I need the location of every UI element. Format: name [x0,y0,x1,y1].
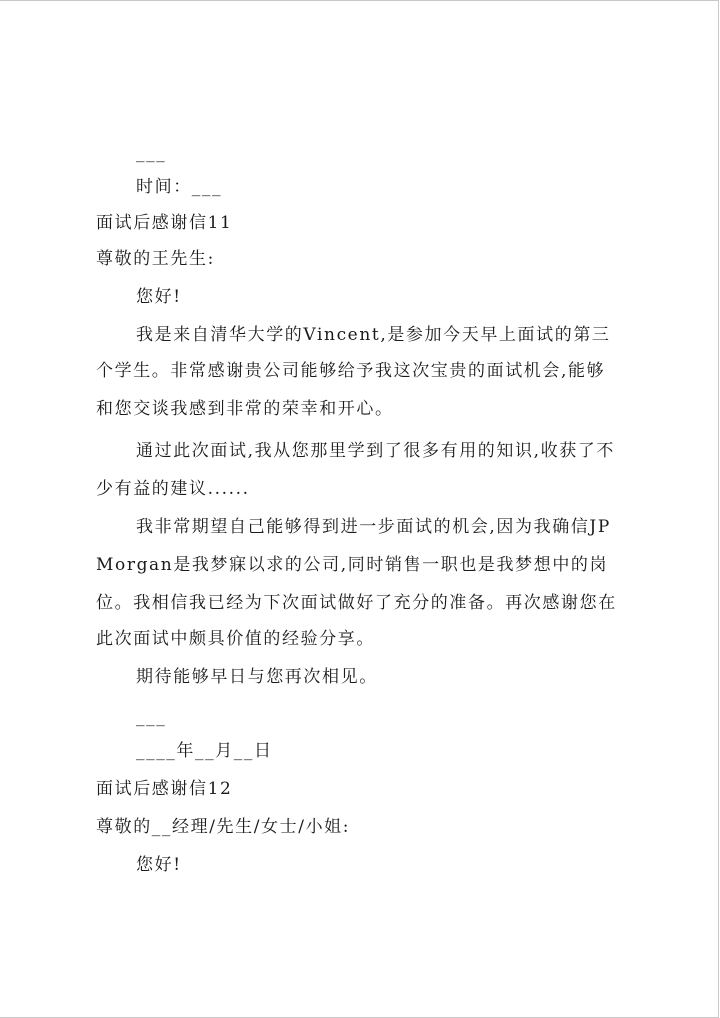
paragraph-1-line-1: 我是来自清华大学的Vincent,是参加今天早上面试的第三 [136,325,611,345]
paragraph-3-line-3: 位。我相信我已经为下次面试做好了充分的准备。再次感谢您在 [96,593,617,613]
paragraph-3-line-2: Morgan是我梦寐以求的公司,同时销售一职也是我梦想中的岗 [96,555,609,575]
letter-12-salutation: 尊敬的__经理/先生/女士/小姐: [96,817,351,837]
letter-11-heading: 面试后感谢信11 [96,213,233,233]
paragraph-2-line-1: 通过此次面试,我从您那里学到了很多有用的知识,收获了不 [136,441,616,461]
time-line: 时间：___ [136,177,223,197]
paragraph-1-line-2: 个学生。非常感谢贵公司能够给予我这次宝贵的面试机会,能够 [96,361,606,381]
letter-11-salutation: 尊敬的王先生: [96,249,215,269]
paragraph-3-line-4: 此次面试中颇具价值的经验分享。 [96,629,375,649]
paragraph-1-line-3: 和您交谈我感到非常的荣幸和开心。 [96,399,394,419]
date-line: ____年__月__日 [136,741,273,761]
signature-blank-1: ___ [136,143,167,163]
paragraph-3-line-1: 我非常期望自己能够得到进一步面试的机会,因为我确信JP [136,517,611,537]
signature-blank-2: ___ [136,707,167,727]
letter-12-greeting: 您好! [136,855,182,875]
paragraph-2-line-2: 少有益的建议...... [96,479,250,499]
letter-12-heading: 面试后感谢信12 [96,779,233,799]
letter-11-greeting: 您好! [136,287,182,307]
closing-line: 期待能够早日与您再次相见。 [136,667,378,687]
